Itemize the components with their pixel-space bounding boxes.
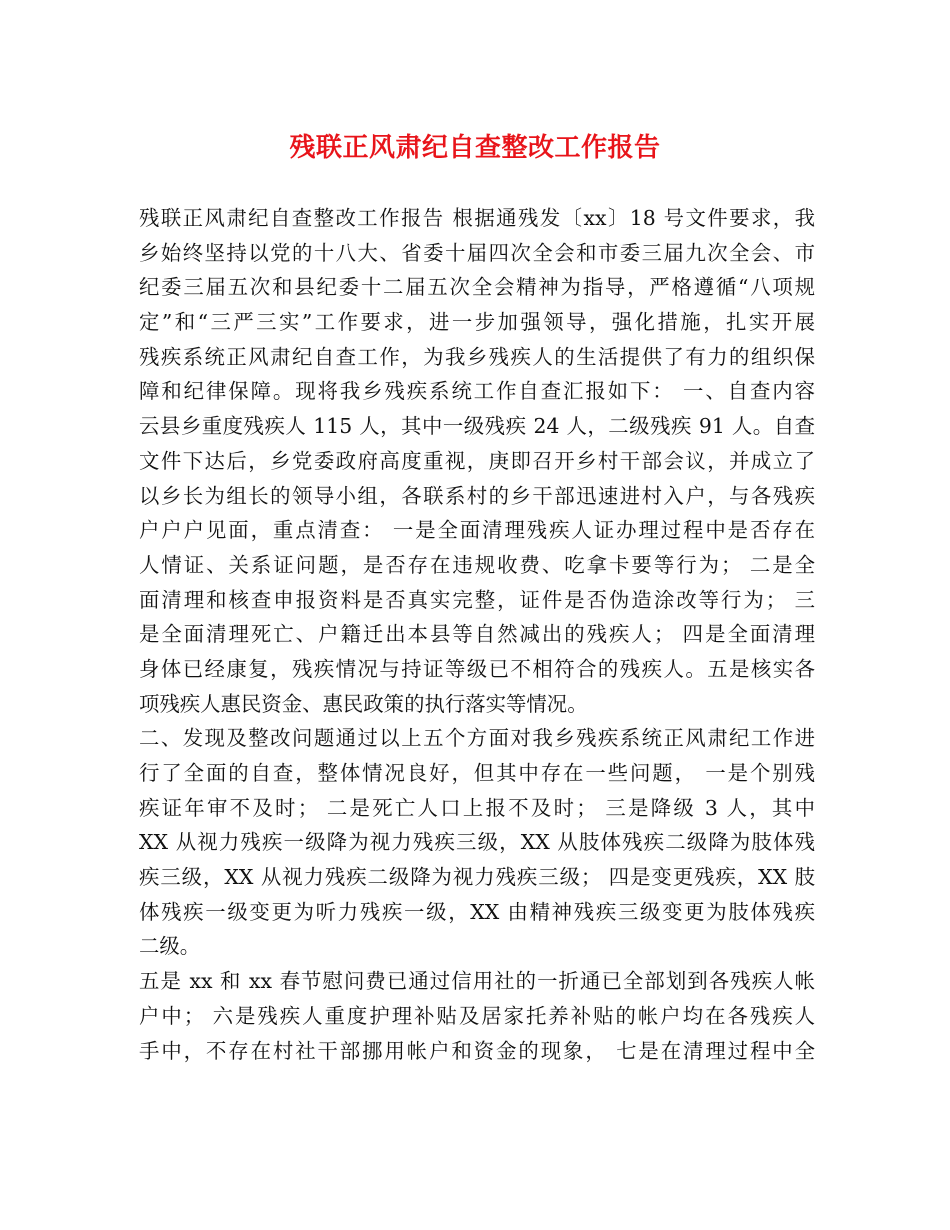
text-line: 疾证年审不及时； 二是死亡人口上报不及时； 三是降级 3 人，其中 [139,795,815,820]
text-line: 五是 xx 和 xx 春节慰问费已通过信用社的一折通已全部划到各残疾人帐 [139,969,815,994]
text-line: 是全面清理死亡、户籍迁出本县等自然减出的残疾人； 四是全面清理 [139,622,815,647]
text-line: 残联正风肃纪自查整改工作报告 根据通残发〔xx〕18 号文件要求，我 [139,206,815,230]
text-line: 定”和“三严三实”工作要求，进一步加强领导，强化措施，扎实开展 [139,310,815,335]
text-line: 障和纪律保障。现将我乡残疾系统工作自查汇报如下： 一、自查内容 [139,379,815,404]
text-line: 二级。 [139,934,201,959]
paragraph-3 [139,964,815,1068]
text-line: 行了全面的自查，整体情况良好，但其中存在一些问题， 一是个别残 [139,761,815,785]
document-body [139,201,815,1068]
text-line: 人情证、关系证问题，是否存在违规收费、吃拿卡要等行为； 二是全 [139,552,815,577]
text-line: 残疾系统正风肃纪自查工作，为我乡残疾人的生活提供了有力的组织保 [139,344,815,369]
text-line: 云县乡重度残疾人 115 人，其中一级残疾 24 人，二级残疾 91 人。自查 [139,414,815,439]
text-line: 以乡长为组长的领导小组，各联系村的乡干部迅速进村入户，与各残疾 [139,483,815,508]
document-title: 残联正风肃纪自查整改工作报告 [289,133,661,163]
text-line: 体残疾一级变更为听力残疾一级，XX 由精神残疾三级变更为肢体残疾 [139,899,815,924]
text-line: 户户户见面，重点清查： 一是全面清理残疾人证办理过程中是否存在 [139,518,815,543]
text-line: XX 从视力残疾一级降为视力残疾三级，XX 从肢体残疾二级降为肢体残 [139,830,815,855]
text-line: 项残疾人惠民资金、惠民政策的执行落实等情况。 [139,691,588,716]
paragraph-1 [139,201,815,721]
text-line: 身体已经康复，残疾情况与持证等级已不相符合的残疾人。五是核实各 [139,656,815,681]
text-line: 纪委三届五次和县纪委十二届五次全会精神为指导，严格遵循“八项规 [139,275,815,300]
text-line: 文件下达后，乡党委政府高度重视，庚即召开乡村干部会议，并成立了 [139,448,815,473]
text-line: 手中，不存在村社干部挪用帐户和资金的现象， 七是在清理过程中全 [139,1038,815,1063]
text-line: 疾三级，XX 从视力残疾二级降为视力残疾三级； 四是变更残疾，XX 肢 [139,865,815,890]
text-line: 二、发现及整改问题通过以上五个方面对我乡残疾系统正风肃纪工作进 [139,726,815,751]
text-line: 乡始终坚持以党的十八大、省委十届四次全会和市委三届九次全会、市 [139,240,815,265]
paragraph-2 [139,721,815,964]
text-line: 面清理和核查申报资料是否真实完整，证件是否伪造涂改等行为； 三 [139,587,815,612]
text-line: 户中； 六是残疾人重度护理补贴及居家托养补贴的帐户均在各残疾人 [139,1003,815,1028]
